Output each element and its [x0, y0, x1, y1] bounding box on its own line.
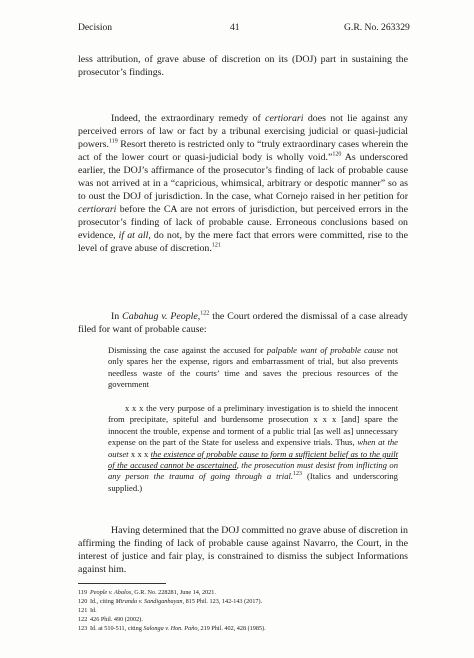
underlined-italic-phrase: the existence of probable cause to form a sufficient belief as to the guilt of the accused cannot be ascertained	[108, 448, 398, 471]
header-page-number: 41	[230, 22, 240, 33]
footnote-text: , 815 Phil. 123, 142-143 (2017).	[182, 598, 263, 605]
text: x x x	[128, 448, 151, 459]
footnote-number: 121	[78, 607, 88, 614]
text: x x x the very purpose of a preliminary investigation is to shield the innocent from precipitate, spiteful and burdensome prosecution x x x [and] spare the innocent the trouble, expense and torment of a public trial [as well as] unnecessary expense on the part of the State for useless and expensive trials. Thus,	[108, 403, 398, 448]
italic-phrase: palpable want of probable cause	[266, 345, 384, 355]
paragraph-certiorari	[78, 112, 408, 255]
footnote-text: , 219 Phil. 402, 428 (1985).	[197, 625, 266, 632]
footnote-ref[interactable]: 120	[332, 151, 342, 158]
footnote-ref[interactable]: 121	[211, 242, 221, 249]
paragraph-continuation	[78, 53, 408, 79]
footnote-ref[interactable]: 122	[200, 310, 210, 317]
paragraph-cabahug	[78, 310, 408, 336]
footnote-case-name: People v. Abalos	[90, 589, 132, 596]
footnote-number: 120	[78, 598, 88, 605]
footnote-case-name: Miranda v. Sandiganbayan	[115, 598, 183, 605]
block-quote-second	[108, 403, 398, 494]
text: Resort thereto is restricted only to “truly extraordinary cases wherein the act of the lower court or quasi-judicial body is wholly void.”	[78, 139, 408, 163]
block-quote-first	[108, 345, 398, 391]
footnote-separator	[78, 583, 166, 584]
text: before the CA are not errors of jurisdiction, but perceived errors in the prosecutor’s finding of lack of probable cause. Erroneous conclusions based on evidence,	[78, 204, 408, 241]
italic-term: certiorari	[78, 204, 117, 215]
italic-term: certiorari	[265, 113, 304, 124]
footnote-text: Id. at 510-511, citing	[90, 625, 144, 632]
footnote-text: Id.	[90, 607, 97, 614]
footnote-text: , G.R. No. 228281, June 14, 2021.	[131, 589, 216, 596]
footnote-number: 123	[78, 625, 88, 632]
paragraph-text: less attribution, of grave abuse of discretion on its (DOJ) part in sustaining the prosecutor’s findings.	[78, 54, 408, 78]
footnote-number: 122	[78, 616, 88, 623]
case-name: Cabahug v. People,	[122, 311, 201, 322]
paragraph-text: Having determined that the DOJ committed no grave abuse of discretion in affirming the finding of lack of probable cause against Navarro, the Court, in the interest of justice and fair play, is constrained to dismiss the subject Informations against him.	[78, 525, 408, 575]
footnote-text: Id., citing	[90, 598, 116, 605]
text: In	[111, 311, 123, 322]
footnote-122	[78, 616, 408, 623]
footnote-ref[interactable]: 123	[293, 471, 303, 478]
text: Dismissing the case against the accused for	[108, 345, 267, 355]
footnote-ref[interactable]: 119	[109, 138, 118, 145]
footnote-119	[78, 589, 408, 596]
header-left: Decision	[78, 22, 113, 33]
footnote-121	[78, 607, 408, 614]
text: As underscored earlier, the DOJ’s affirmance of the prosecutor’s finding of lack of probable cause was not arrived at in a “capricious, whimsical, arbitrary or despotic manner” so as to oust the DOJ of jurisdiction. In the case, what Cornejo raised in her petition for	[78, 152, 408, 202]
text: not only spares her the expense, rigors and embarrassment of trial, but also prevents needless waste of the courts’ time and saves the precious resources of the government	[108, 345, 399, 390]
text: , do not, by the mere fact that errors were committed, rise to the level of grave abuse of discretion.	[78, 230, 409, 254]
footnote-120	[78, 598, 408, 605]
italic-term: if at all	[118, 230, 149, 241]
footnote-case-name: Salonga v. Hon. Paño	[143, 625, 198, 632]
text: the Court ordered the dismissal of a case already filed for want of probable cause:	[78, 311, 408, 335]
footnote-text: 426 Phil. 490 (2002).	[90, 616, 143, 623]
text: (Italics and underscoring supplied.)	[108, 471, 398, 493]
header-case-number: G.R. No. 263329	[344, 22, 410, 33]
paragraph-conclusion	[78, 524, 408, 576]
text: Indeed, the extraordinary remedy of	[111, 113, 266, 124]
italic-phrase: when at the outset	[108, 437, 398, 459]
italic-phrase: , the prosecution must desist from inflicting on any person the trauma of going through a trial.	[108, 460, 399, 482]
footnote-123	[78, 625, 408, 632]
text: does not lie against any perceived errors of law or fact by a tribunal exercising judicial or quasi-judicial powers.	[78, 113, 408, 150]
footnote-number: 119	[78, 589, 88, 596]
